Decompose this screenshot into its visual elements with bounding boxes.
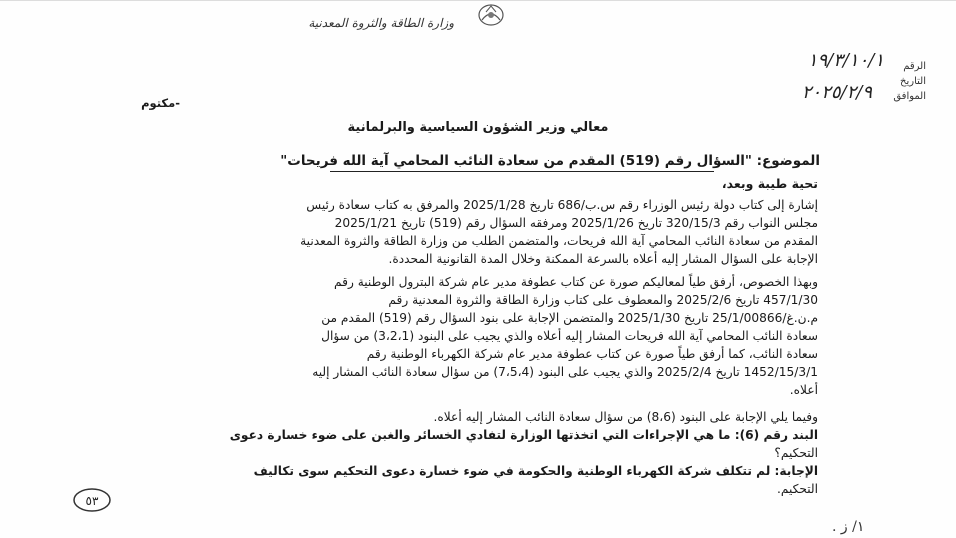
- scan-edge: [0, 0, 956, 1]
- greeting: تحية طيبة وبعد،: [721, 176, 818, 191]
- paragraph-line: المقدم من سعادة النائب المحامي آية الله فريحات، والمتضمن الطلب من وزارة الطاقة والثروة المعدنية: [300, 234, 818, 248]
- subject-line: الموضوع: "السؤال رقم (519) المقدم من سعادة النائب المحامي آية الله فريحات": [280, 153, 820, 169]
- paragraph-line: وفيما يلي الإجابة على البنود (8،6) من سؤال سعادة النائب المشار إليه أعلاه.: [433, 410, 818, 424]
- paragraph-line: التحكيم.: [776, 482, 818, 496]
- jordan-emblem-icon: [476, 2, 506, 28]
- paragraph-line: 1452/15/3/1 تاريخ 2025/2/4 والذي يجيب على البنود (7،5،4) من سؤال سعادة النائب المشار إليه: [312, 365, 818, 379]
- page-stamp-text: ٥٣: [85, 494, 99, 508]
- paragraph-line: وبهذا الخصوص، أرفق طياً لمعاليكم صورة عن كتاب عطوفة مدير عام شركة البترول الوطنية رقم: [334, 275, 818, 289]
- paragraph-line: مجلس النواب رقم 320/15/3 تاريخ 2025/1/26 ومرفقه السؤال رقم (519) تاريخ 2025/1/21: [334, 216, 818, 230]
- paragraph-line: أعلاه.: [789, 383, 818, 397]
- date-value: ٢٠٢٥/٢/٩: [801, 82, 872, 103]
- paragraph-line: 457/1/30 تاريخ 2025/2/6 والمعطوف على كتاب وزارة الطاقة والثروة المعدنية رقم: [388, 293, 818, 307]
- addressee: معالي وزير الشؤون السياسية والبرلمانية: [347, 120, 609, 135]
- footer-initials: ١/ ز .: [832, 519, 865, 535]
- paragraph-line: التحكيم؟: [774, 446, 818, 460]
- paragraph-reference: [112, 196, 818, 268]
- ref-label: الرقم: [903, 61, 926, 72]
- paragraph-answers: [112, 408, 818, 498]
- classification-label: -مكتوم: [141, 96, 180, 110]
- paragraph-attachments: [112, 273, 818, 399]
- item-question-line: البند رقم (6): ما هي الإجراءات التي اتخذتها الوزارة لتفادي الخسائر والغبن على ضوء خسارة دعوى: [229, 428, 818, 442]
- paragraph-line: سعادة النائب، كما أرفق طياً صورة عن كتاب عطوفة مدير عام شركة الكهرباء الوطنية رقم: [366, 347, 818, 361]
- paragraph-line: م.ن.غ/25/1/00866 تاريخ 2025/1/30 والمتضمن الإجابة على بنود السؤال رقم (519) المقدم من: [321, 311, 818, 325]
- hijri-label: الموافق: [893, 91, 926, 102]
- paragraph-line: سعادة النائب المحامي آية الله فريحات المشار إليه أعلاه والذي يجيب على البنود (3،2،1) من سؤال: [321, 329, 818, 343]
- subject-underline: [330, 171, 714, 172]
- ministry-name: وزارة الطاقة والثروة المعدنية: [308, 16, 454, 30]
- date-label: التاريخ: [900, 76, 926, 87]
- ref-number: ١٩/٣/١٠/١: [807, 50, 884, 71]
- page-stamp-icon: [72, 487, 112, 513]
- item-answer-line: الإجابة: لم تتكلف شركة الكهرباء الوطنية والحكومة في ضوء خسارة دعوى التحكيم سوى تكاليف: [253, 464, 818, 478]
- paragraph-line: إشارة إلى كتاب دولة رئيس الوزراء رقم س.ب/686 تاريخ 2025/1/28 والمرفق به كتاب سعادة رئيس: [306, 198, 818, 212]
- paragraph-line: الإجابة على السؤال المشار إليه أعلاه بالسرعة الممكنة وخلال المدة القانونية المحددة.: [388, 252, 818, 266]
